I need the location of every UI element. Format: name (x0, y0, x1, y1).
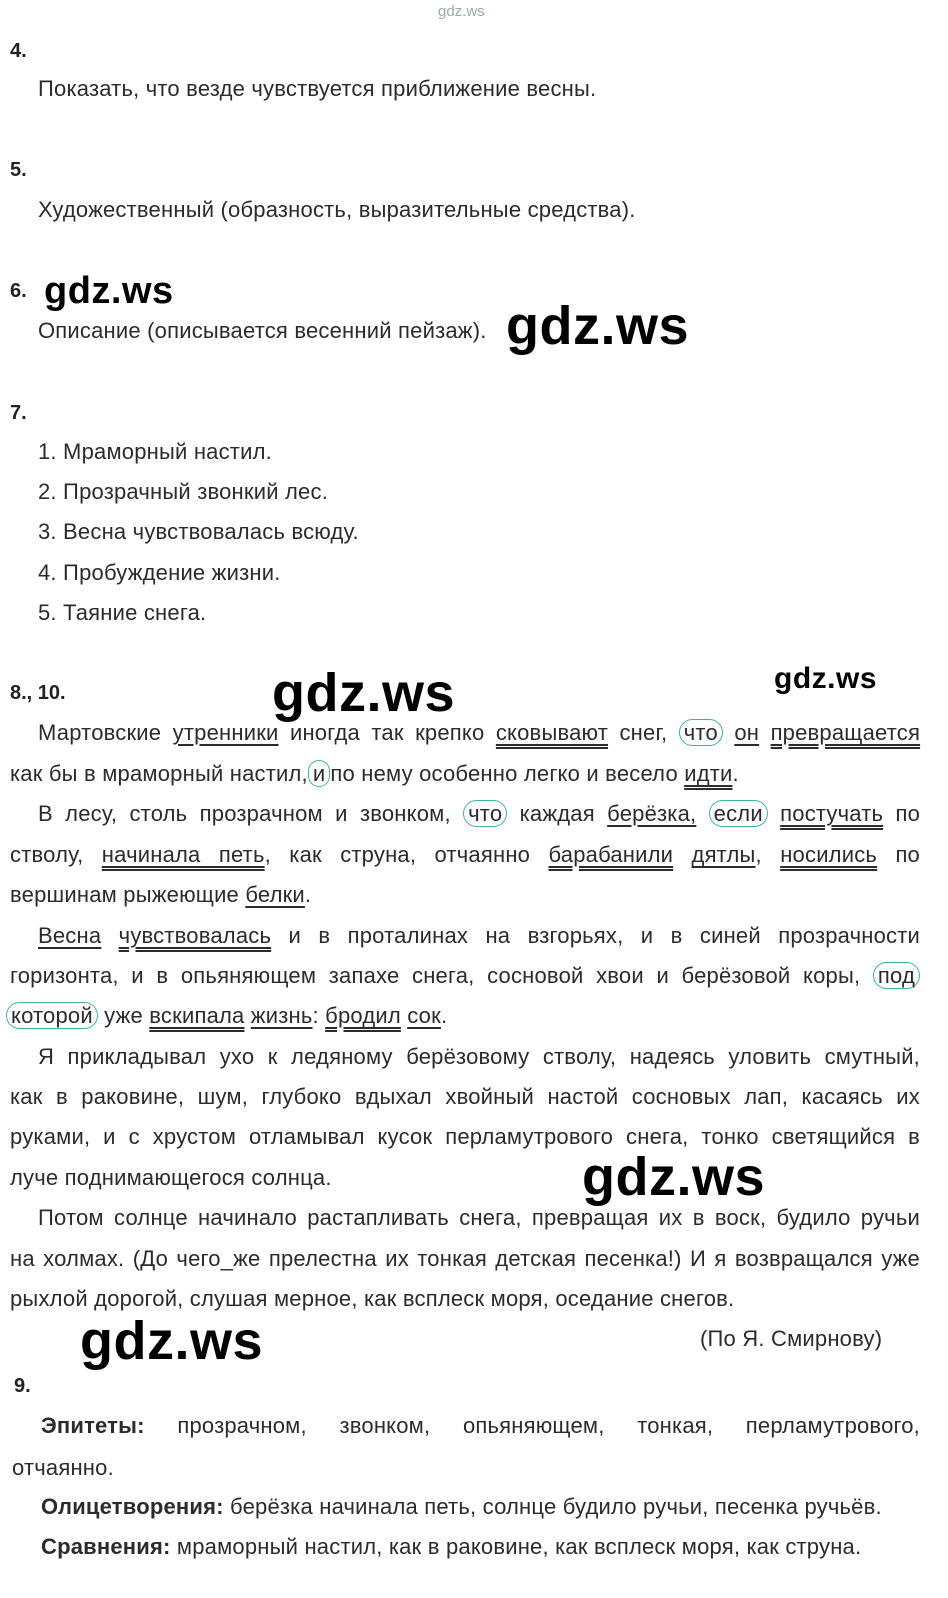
task-8-10-number: 8., 10. (10, 682, 66, 704)
plan-item: 3. Весна чувствовалась всюду. (38, 519, 359, 544)
text-line: В лесу, столь прозрачном и звонком, что каждая берёзка, если постучать по (38, 801, 921, 826)
conjunction-circle: если (709, 800, 768, 827)
text-line: Мартовские утренники иногда так крепко сковывают снег, что он превращается (38, 720, 921, 745)
epithets-line: отчаянно. (12, 1455, 114, 1480)
watermark: gdz.ws (582, 1147, 766, 1207)
epithets-line: Эпитеты: прозрачном, звонком, опьяняющем, тонкая, перламутрового, (41, 1413, 920, 1438)
task-4-answer: Показать, что везде чувствуется приближение весны. (38, 76, 597, 101)
text-line: как в раковине, шум, глубоко вдыхал хвойный настой сосновых лап, касаясь их (10, 1084, 920, 1109)
text-line: которой уже вскипала жизнь: бродил сок. (6, 1003, 447, 1029)
conjunction-circle: которой (6, 1002, 98, 1029)
task-7-number: 7. (10, 402, 27, 424)
plan-item: 5. Таяние снега. (38, 600, 207, 625)
epithets-label: Эпитеты: (41, 1413, 145, 1438)
text-line: Я прикладывал ухо к ледяному берёзовому стволу, надеясь уловить смутный, (38, 1044, 920, 1069)
conjunction-circle: что (463, 800, 507, 827)
comparison-label: Сравнения: (41, 1534, 171, 1559)
attribution: (По Я. Смирнову) (700, 1326, 883, 1351)
header-watermark: gdz.ws (438, 3, 485, 20)
task-6-number: 6. (10, 280, 27, 302)
task-9-number: 9. (14, 1375, 31, 1397)
conjunction-circle: под (873, 962, 920, 989)
text-line: луче поднимающегося солнца. (10, 1165, 332, 1190)
comparison-line: Сравнения: мраморный настил, как в раковине, как всплеск моря, как струна. (41, 1534, 862, 1559)
text-line: стволу, начинала петь, как струна, отчаянно барабанили дятлы, носились по (10, 842, 920, 867)
watermark: gdz.ws (272, 663, 456, 723)
task-5-number: 5. (10, 159, 27, 181)
watermark: gdz.ws (44, 270, 174, 312)
text-line: горизонта, и в опьяняющем запахе снега, сосновой хвои и берёзовой коры, под (10, 963, 920, 989)
plan-item: 2. Прозрачный звонкий лес. (38, 479, 329, 504)
plan-item: 1. Мраморный настил. (38, 439, 272, 464)
task-6-answer: Описание (описывается весенний пейзаж). (38, 318, 487, 343)
text-line: вершинам рыжеющие белки. (10, 882, 312, 907)
task-5-answer: Художественный (образность, выразительные средства). (38, 197, 636, 222)
text-line: на холмах. (До чего_же прелестна их тонкая детская песенка!) И я возвращался уже (10, 1246, 920, 1271)
watermark: gdz.ws (506, 296, 690, 356)
plan-item: 4. Пробуждение жизни. (38, 560, 281, 585)
watermark: gdz.ws (774, 662, 878, 695)
watermark: gdz.ws (80, 1311, 264, 1371)
personification-label: Олицетворения: (41, 1494, 224, 1519)
text-line: Весна чувствовалась и в проталинах на взгорьях, и в синей прозрачности (38, 923, 921, 948)
task-4-number: 4. (10, 40, 27, 62)
text-line: руками, и с хрустом отламывал кусок перламутрового снега, тонко светящийся в (10, 1124, 920, 1149)
text-line: рыхлой дорогой, слушая мерное, как всплеск моря, оседание снегов. (10, 1286, 735, 1311)
text-line: Потом солнце начинало растапливать снега, превращая их в воск, будило ручьи (38, 1205, 920, 1230)
text-line: как бы в мраморный настил, и по нему особенно легко и весело идти. (10, 761, 739, 786)
conjunction-circle: и (308, 760, 331, 787)
conjunction-circle: что (679, 719, 723, 746)
personification-line: Олицетворения: берёзка начинала петь, солнце будило ручьи, песенка ручьёв. (41, 1494, 882, 1519)
